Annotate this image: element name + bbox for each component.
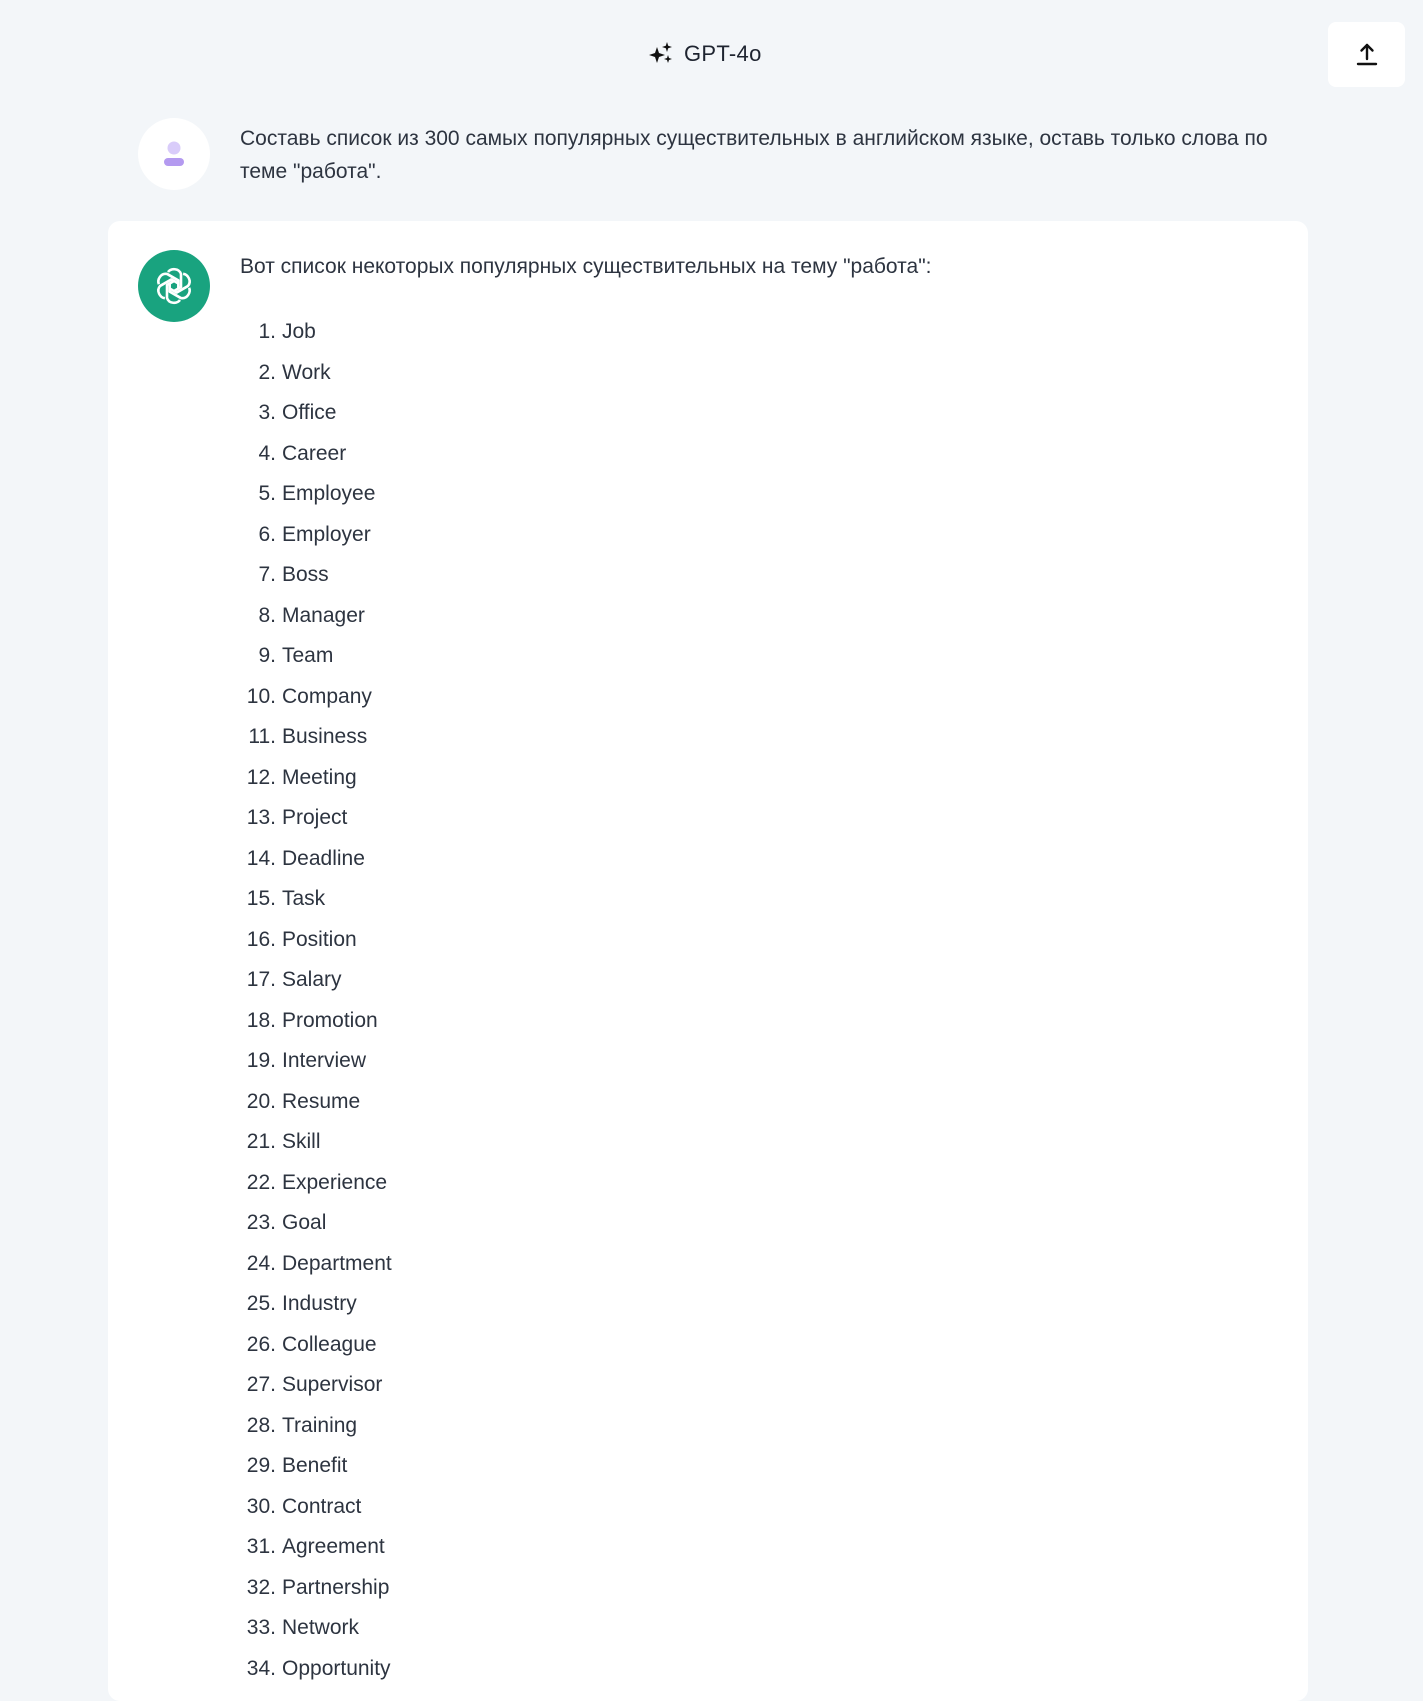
- list-item: [236, 879, 392, 920]
- list-item-number: 32.: [246, 1575, 276, 1599]
- list-item: [236, 1122, 392, 1163]
- list-item: [236, 1041, 392, 1082]
- list-item-number: 10.: [246, 684, 276, 708]
- list-item-number: 24.: [246, 1251, 276, 1275]
- assistant-avatar: [138, 250, 210, 322]
- list-item-number: 4.: [258, 441, 276, 465]
- list-item-number: 7.: [258, 563, 276, 587]
- list-item: [236, 353, 392, 394]
- user-avatar: [138, 118, 210, 190]
- list-item: [236, 636, 392, 677]
- list-item-text: Experience: [282, 1170, 388, 1194]
- list-item-text: Manager: [282, 603, 365, 627]
- list-item-text: Interview: [282, 1049, 367, 1073]
- list-item: [236, 717, 392, 758]
- list-item: [236, 1244, 392, 1285]
- list-item: [236, 1365, 392, 1406]
- list-item-text: Task: [282, 887, 326, 911]
- list-item-text: Skill: [282, 1130, 321, 1154]
- openai-logo-icon: [151, 263, 197, 309]
- list-item-text: Department: [282, 1251, 392, 1275]
- list-item-number: 28.: [246, 1413, 276, 1437]
- list-item-text: Training: [282, 1413, 358, 1437]
- list-item: [236, 1527, 392, 1568]
- list-item: [236, 393, 392, 434]
- list-item: [236, 1001, 392, 1042]
- list-item-text: Resume: [282, 1089, 361, 1113]
- list-item: [236, 677, 392, 718]
- list-item-number: 29.: [246, 1454, 276, 1478]
- list-item-text: Job: [282, 320, 316, 344]
- list-item: [236, 1284, 392, 1325]
- top-bar: [0, 0, 1423, 108]
- list-item-text: Office: [282, 401, 337, 425]
- list-item-number: 3.: [258, 401, 276, 425]
- list-item-text: Benefit: [282, 1454, 348, 1478]
- list-item-number: 22.: [246, 1170, 276, 1194]
- list-item-number: 11.: [248, 725, 276, 749]
- list-item-number: 6.: [258, 522, 276, 546]
- list-item: [236, 312, 392, 353]
- list-item: [236, 474, 392, 515]
- list-item-number: 31.: [246, 1535, 276, 1559]
- user-message: Составь список из 300 самых популярных существительных в английском языке, оставь только слова по теме "работа".: [240, 127, 1268, 183]
- list-item-text: Network: [282, 1616, 360, 1640]
- list-item-number: 14.: [246, 846, 276, 870]
- list-item-text: Team: [282, 644, 334, 668]
- list-item: [236, 1608, 392, 1649]
- list-item-number: 20.: [246, 1089, 276, 1113]
- list-item-number: 34.: [246, 1656, 276, 1680]
- list-item-text: Contract: [282, 1494, 362, 1518]
- list-item-text: Promotion: [282, 1008, 378, 1032]
- list-item-number: 27.: [246, 1373, 276, 1397]
- list-item-text: Work: [282, 360, 331, 384]
- list-item-number: 19.: [246, 1049, 276, 1073]
- list-item-number: 13.: [246, 806, 276, 830]
- share-button[interactable]: [1328, 22, 1405, 87]
- list-item-number: 16.: [246, 927, 276, 951]
- list-item-number: 18.: [246, 1008, 276, 1032]
- list-item-number: 5.: [258, 482, 276, 506]
- list-item-number: 26.: [246, 1332, 276, 1356]
- sparkle-icon: [648, 41, 674, 67]
- list-item-number: 17.: [246, 968, 276, 992]
- list-item: [236, 1446, 392, 1487]
- list-item-text: Supervisor: [282, 1373, 383, 1397]
- share-upload-icon: [1354, 42, 1380, 68]
- list-item-text: Project: [282, 806, 348, 830]
- list-item: [236, 1163, 392, 1204]
- list-item-text: Position: [282, 927, 357, 951]
- list-item-text: Employee: [282, 482, 376, 506]
- list-item-number: 23.: [246, 1211, 276, 1235]
- list-item: [236, 758, 392, 799]
- list-item: [236, 1325, 392, 1366]
- list-item-number: 15.: [246, 887, 276, 911]
- model-selector[interactable]: [648, 38, 762, 70]
- list-item: [236, 434, 392, 475]
- list-item-number: 1.: [258, 320, 276, 344]
- list-item-text: Opportunity: [282, 1656, 391, 1680]
- list-item-number: 25.: [246, 1292, 276, 1316]
- list-item-number: 2.: [258, 360, 276, 384]
- list-item: [236, 1406, 392, 1447]
- list-item: [236, 596, 392, 637]
- assistant-intro-text: Вот список некоторых популярных существительных на тему "работа":: [240, 255, 932, 278]
- list-item-text: Deadline: [282, 846, 365, 870]
- list-item-text: Boss: [282, 563, 329, 587]
- list-item: [236, 920, 392, 961]
- model-name: GPT-4o: [684, 41, 762, 66]
- list-item-number: 9.: [258, 644, 276, 668]
- list-item-number: 30.: [246, 1494, 276, 1518]
- list-item: [236, 1568, 392, 1609]
- list-item: [236, 798, 392, 839]
- list-item-number: 33.: [246, 1616, 276, 1640]
- list-item: [236, 555, 392, 596]
- list-item: [236, 839, 392, 880]
- list-item-text: Colleague: [282, 1332, 377, 1356]
- list-item: [236, 1082, 392, 1123]
- list-item-text: Agreement: [282, 1535, 385, 1559]
- list-item-text: Goal: [282, 1211, 327, 1235]
- list-item-text: Meeting: [282, 765, 357, 789]
- list-item: [236, 1487, 392, 1528]
- list-item-text: Industry: [282, 1292, 357, 1316]
- list-item-number: 21.: [246, 1130, 276, 1154]
- list-item: [236, 1649, 392, 1690]
- list-item: [236, 960, 392, 1001]
- answer-list: [236, 312, 392, 1689]
- list-item: [236, 515, 392, 556]
- list-item-text: Career: [282, 441, 347, 465]
- list-item-text: Employer: [282, 522, 371, 546]
- list-item-text: Company: [282, 684, 372, 708]
- list-item-number: 12.: [246, 765, 276, 789]
- user-avatar-icon: [159, 137, 189, 171]
- list-item-text: Partnership: [282, 1575, 390, 1599]
- list-item-text: Salary: [282, 968, 342, 992]
- list-item-number: 8.: [258, 603, 276, 627]
- list-item-text: Business: [282, 725, 368, 749]
- list-item: [236, 1203, 392, 1244]
